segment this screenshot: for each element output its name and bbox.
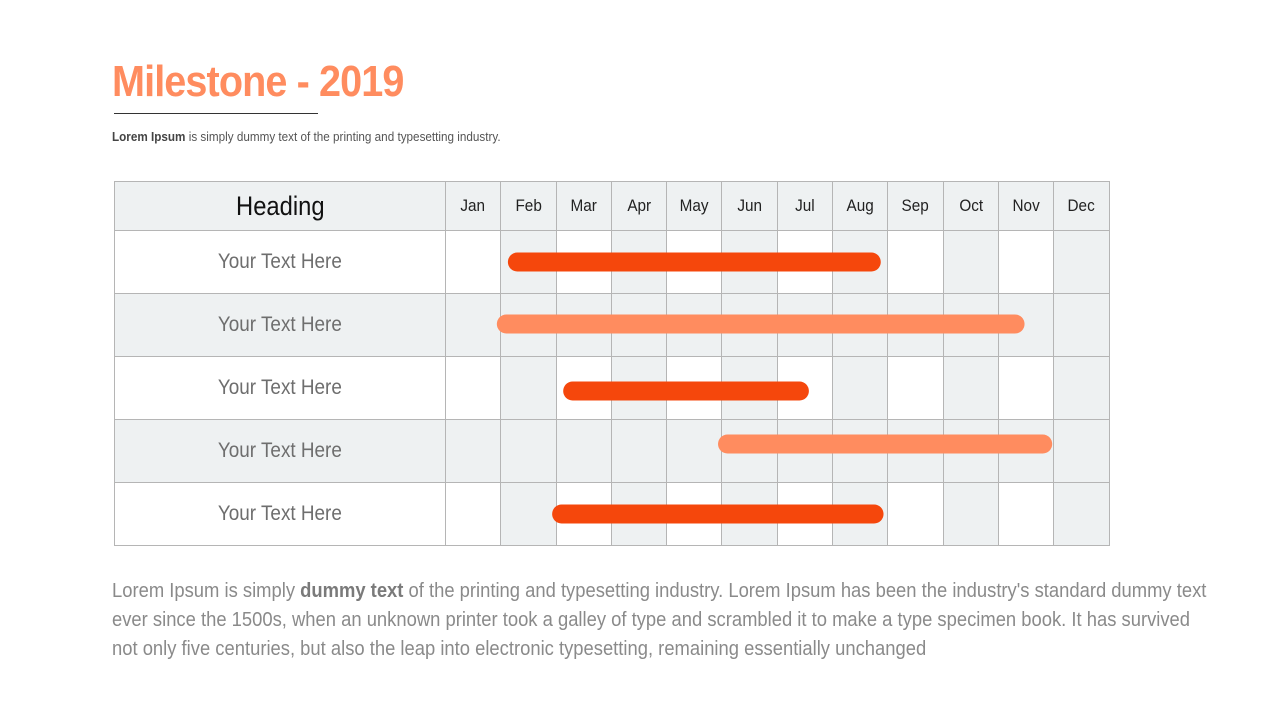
month-cell <box>998 420 1053 483</box>
month-cell <box>611 294 666 357</box>
month-cell <box>556 483 611 546</box>
subtitle-text: is simply dummy text of the printing and typesetting industry. <box>185 129 501 144</box>
month-cell <box>943 231 998 294</box>
month-label-mar: Mar <box>570 196 597 215</box>
month-header <box>943 182 998 231</box>
month-header <box>611 182 666 231</box>
month-header <box>1054 182 1109 231</box>
row-label: Your Text Here <box>217 313 342 336</box>
month-cell <box>888 294 943 357</box>
month-cell <box>446 231 501 294</box>
month-header <box>722 182 777 231</box>
month-cell <box>943 357 998 420</box>
gantt-header-row <box>115 182 1110 231</box>
month-cell <box>1054 231 1109 294</box>
month-cell <box>998 357 1053 420</box>
month-label-jul: Jul <box>795 196 815 215</box>
month-cell <box>888 483 943 546</box>
month-cell <box>667 483 722 546</box>
month-cell <box>777 231 832 294</box>
month-cell <box>501 483 556 546</box>
gantt-row <box>115 420 1110 483</box>
title-underline <box>114 113 318 114</box>
month-label-aug: Aug <box>846 196 874 215</box>
month-label-jun: Jun <box>737 196 762 215</box>
month-cell <box>667 231 722 294</box>
row-label: Your Text Here <box>217 439 342 462</box>
gantt-row <box>115 294 1110 357</box>
heading-cell <box>115 182 446 231</box>
month-label-feb: Feb <box>515 196 542 215</box>
gantt-table <box>114 181 1110 546</box>
month-cell <box>501 357 556 420</box>
month-header <box>998 182 1053 231</box>
row-label-cell <box>115 294 446 357</box>
month-cell <box>998 294 1053 357</box>
month-cell <box>501 231 556 294</box>
month-cell <box>611 420 666 483</box>
month-cell <box>998 483 1053 546</box>
month-cell <box>833 420 888 483</box>
month-cell <box>833 483 888 546</box>
month-label-nov: Nov <box>1012 196 1040 215</box>
month-cell <box>446 357 501 420</box>
subtitle-bold: Lorem Ipsum <box>112 129 186 144</box>
page-title: Milestone - 2019 <box>112 57 404 106</box>
subtitle <box>112 128 501 146</box>
heading-label: Heading <box>235 190 325 221</box>
month-cell <box>777 294 832 357</box>
description-bold: dummy text <box>300 580 404 602</box>
month-cell <box>833 231 888 294</box>
month-cell <box>722 420 777 483</box>
description-text: Lorem Ipsum is simply <box>112 580 301 602</box>
month-cell <box>833 357 888 420</box>
gantt-row <box>115 483 1110 546</box>
month-label-may: May <box>679 196 709 215</box>
month-cell <box>943 420 998 483</box>
month-cell <box>722 231 777 294</box>
month-cell <box>888 420 943 483</box>
month-cell <box>446 294 501 357</box>
row-label-cell <box>115 231 446 294</box>
month-cell <box>611 357 666 420</box>
month-cell <box>1054 357 1109 420</box>
month-cell <box>1054 420 1109 483</box>
row-label-cell <box>115 420 446 483</box>
month-cell <box>611 483 666 546</box>
month-cell <box>611 231 666 294</box>
month-cell <box>556 231 611 294</box>
description-text-rest: of the printing and typesetting industry. Lorem Ipsum has been the industry's standard dummy text ever since the 1500s, when an unknown printer took a galley of type and scrambled it to make a type specimen book. It has survived not only five centuries, but also the leap into electronic typesetting, remaining essentially unchanged <box>112 580 1207 660</box>
month-cell <box>943 483 998 546</box>
month-header <box>501 182 556 231</box>
month-cell <box>722 483 777 546</box>
month-cell <box>998 231 1053 294</box>
month-cell <box>888 231 943 294</box>
month-label-sep: Sep <box>901 196 930 215</box>
month-header <box>556 182 611 231</box>
month-header <box>833 182 888 231</box>
month-cell <box>777 483 832 546</box>
row-label: Your Text Here <box>217 376 342 399</box>
month-cell <box>667 294 722 357</box>
description-paragraph <box>112 577 1216 664</box>
month-label-jan: Jan <box>460 196 486 215</box>
row-label: Your Text Here <box>217 250 342 273</box>
gantt-row <box>115 231 1110 294</box>
month-cell <box>556 420 611 483</box>
month-cell <box>1054 483 1109 546</box>
month-cell <box>446 420 501 483</box>
month-header <box>777 182 832 231</box>
row-label-cell <box>115 357 446 420</box>
month-cell <box>556 357 611 420</box>
month-cell <box>777 357 832 420</box>
month-cell <box>667 357 722 420</box>
month-label-dec: Dec <box>1067 196 1096 215</box>
month-header <box>888 182 943 231</box>
month-cell <box>777 420 832 483</box>
month-cell <box>888 357 943 420</box>
row-label: Your Text Here <box>217 502 342 525</box>
month-label-oct: Oct <box>958 196 983 215</box>
month-cell <box>501 294 556 357</box>
month-cell <box>446 483 501 546</box>
month-header <box>667 182 722 231</box>
month-cell <box>501 420 556 483</box>
month-cell <box>722 294 777 357</box>
month-cell <box>667 420 722 483</box>
month-header <box>446 182 501 231</box>
gantt-row <box>115 357 1110 420</box>
row-label-cell <box>115 483 446 546</box>
month-cell <box>1054 294 1109 357</box>
month-cell <box>943 294 998 357</box>
month-cell <box>833 294 888 357</box>
month-cell <box>556 294 611 357</box>
month-label-apr: Apr <box>627 196 651 215</box>
month-cell <box>722 357 777 420</box>
